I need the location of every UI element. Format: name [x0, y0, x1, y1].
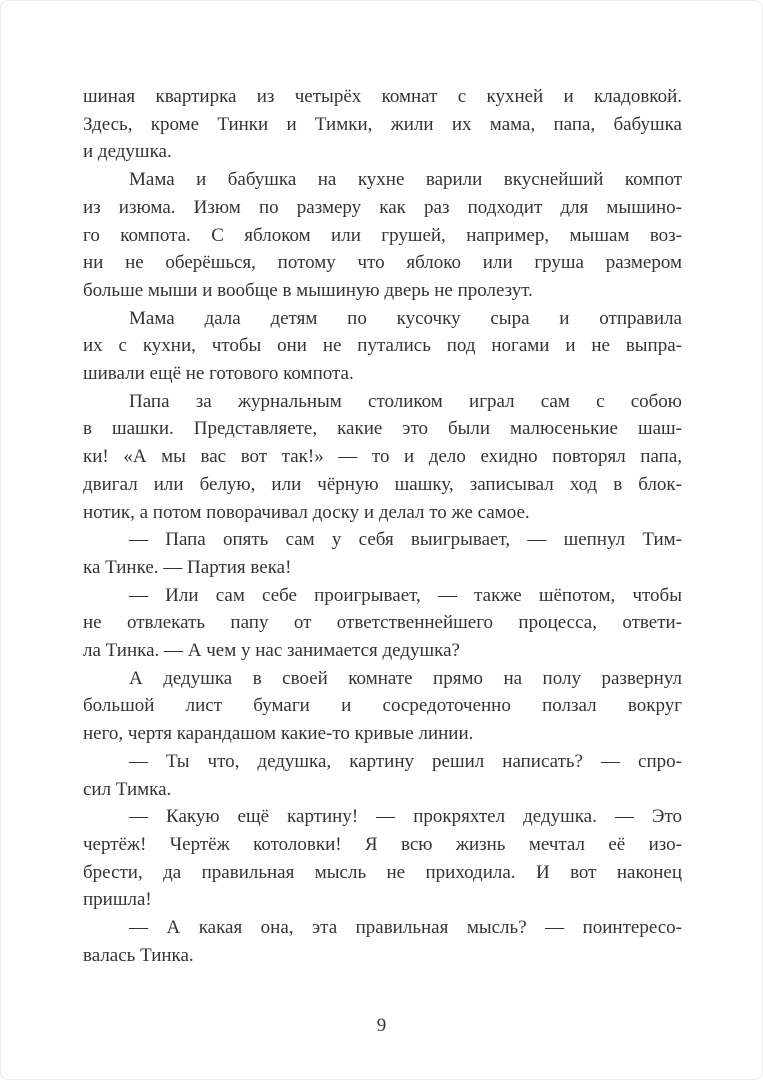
- text-line: больше мыши и вообще в мышиную дверь не пролезут.: [83, 279, 533, 301]
- text-line: их с кухни, чтобы они не путались под ногами и не выпра-: [83, 335, 682, 357]
- text-line: ни не оберёшься, потому что яблоко или груша размером: [83, 252, 682, 274]
- text-line: Мама дала детям по кусочку сыра и отправила: [129, 307, 682, 329]
- text-line: и дедушка.: [83, 141, 172, 163]
- text-line: него, чертя карандашом какие-то кривые линии.: [83, 723, 474, 745]
- text-line: двигал или белую, или чёрную шашку, записывал ход в блок-: [83, 473, 682, 495]
- text-line: Папа за журнальным столиком играл сам с собою: [129, 390, 682, 412]
- text-line: не отвлекать папу от ответственнейшего процесса, ответи-: [83, 612, 682, 634]
- paragraph: [83, 665, 682, 748]
- paragraph: [83, 166, 682, 305]
- text-line: — Папа опять сам у себя выигрывает, — шепнул Тим-: [129, 529, 682, 551]
- text-line: — Или сам себе проигрывает, — также шёпотом, чтобы: [129, 584, 682, 606]
- paragraph: [83, 305, 682, 388]
- text-line: Мама и бабушка на кухне варили вкуснейший компот: [129, 169, 682, 191]
- text-line: брести, да правильная мысль не приходила. И вот наконец: [83, 861, 682, 883]
- text-line: шивали ещё не готового компота.: [83, 363, 354, 385]
- paragraph: [83, 388, 682, 527]
- page-text: [83, 83, 682, 970]
- text-line: А дедушка в своей комнате прямо на полу развернул: [129, 667, 682, 689]
- paragraph: [83, 582, 682, 665]
- text-line: Здесь, кроме Тинки и Тимки, жили их мама, папа, бабушка: [83, 113, 682, 135]
- paragraph: [83, 914, 682, 969]
- text-line: — А какая она, эта правильная мысль? — поинтересо-: [129, 917, 682, 939]
- page-number: 9: [376, 1015, 387, 1036]
- text-line: ка Тинке. — Партия века!: [83, 556, 292, 578]
- text-line: ки! «А мы вас вот так!» — то и дело ехидно повторял папа,: [83, 446, 682, 468]
- text-line: — Ты что, дедушка, картину решил написать? — спро-: [129, 750, 682, 772]
- text-line: большой лист бумаги и сосредоточенно ползал вокруг: [83, 695, 682, 717]
- paragraph: [83, 83, 682, 166]
- text-line: — Какую ещё картину! — прокряхтел дедушка. — Это: [129, 806, 682, 828]
- paragraph: [83, 748, 682, 803]
- text-line: го компота. С яблоком или грушей, например, мышам воз-: [83, 224, 682, 246]
- text-line: нотик, а потом поворачивал доску и делал то же самое.: [83, 501, 530, 523]
- text-line: в шашки. Представляете, какие это были малюсенькие шаш-: [83, 418, 682, 440]
- text-line: валась Тинка.: [83, 944, 194, 966]
- text-line: чертёж! Чертёж котоловки! Я всю жизнь мечтал её изо-: [83, 833, 682, 855]
- text-line: пришла!: [83, 889, 152, 911]
- text-line: сил Тимка.: [83, 778, 172, 800]
- text-line: шиная квартирка из четырёх комнат с кухней и кладовкой.: [83, 86, 682, 107]
- text-line: из изюма. Изюм по размеру как раз подходит для мышино-: [83, 196, 682, 218]
- paragraph: [83, 526, 682, 581]
- paragraph: [83, 803, 682, 914]
- text-line: ла Тинка. — А чем у нас занимается дедушка?: [83, 640, 460, 662]
